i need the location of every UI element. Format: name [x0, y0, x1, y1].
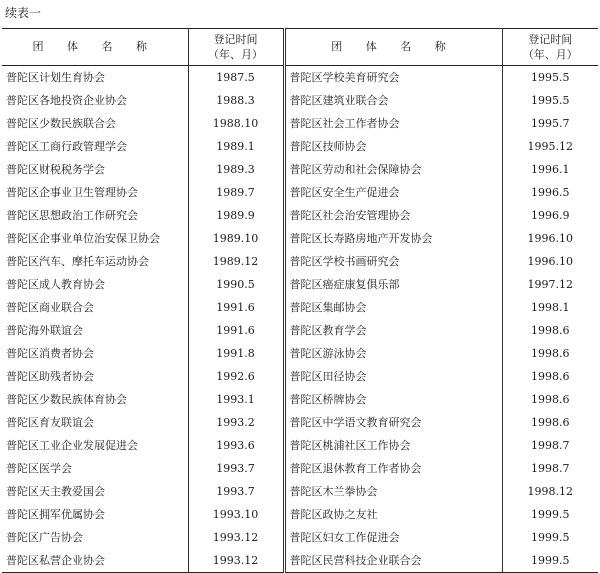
header-name-right: 团 体 名 称	[284, 29, 502, 66]
org-name-right: 普陀区桃浦社区工作协会	[284, 434, 502, 457]
org-name-left: 普陀区企事业单位治安保卫协会	[6, 231, 160, 245]
org-name-left: 普陀区拥军优属协会	[6, 507, 105, 521]
org-name-left: 普陀区广告协会	[6, 530, 83, 544]
registration-date-left: 1991.6	[188, 296, 284, 319]
org-name-left: 普陀区少数民族联合会	[6, 116, 116, 130]
header-name-left: 团 体 名 称	[2, 29, 188, 66]
registration-date-right: 1996.1	[502, 158, 598, 181]
table-row	[2, 135, 598, 158]
org-name-left: 普陀区育友联谊会	[6, 415, 94, 429]
registration-date-right: 1995.7	[502, 112, 598, 135]
org-name-left: 普陀区企事业卫生管理协会	[6, 185, 138, 199]
registration-date-left: 1990.5	[188, 273, 284, 296]
registration-date-left: 1987.5	[188, 66, 284, 90]
table-row	[2, 250, 598, 273]
table-row	[2, 388, 598, 411]
registration-date-right: 1998.7	[502, 457, 598, 480]
registration-date-right: 1998.6	[502, 411, 598, 434]
org-name-right: 普陀区田径协会	[284, 365, 502, 388]
header-row	[2, 29, 598, 66]
registration-date-left: 1988.3	[188, 89, 284, 112]
registration-date-left: 1988.10	[188, 112, 284, 135]
registration-date-right: 1996.10	[502, 227, 598, 250]
registration-date-right: 1999.5	[502, 526, 598, 549]
registration-date-right: 1997.12	[502, 273, 598, 296]
registration-date-left: 1989.9	[188, 204, 284, 227]
registration-date-left: 1989.3	[188, 158, 284, 181]
registration-date-left: 1989.7	[188, 181, 284, 204]
org-name-left: 普陀区商业联合会	[6, 300, 94, 314]
registration-date-left: 1993.1	[188, 388, 284, 411]
org-name-right: 普陀区游泳协会	[284, 342, 502, 365]
org-name-right: 普陀区学校书画研究会	[284, 250, 502, 273]
registration-date-left: 1992.6	[188, 365, 284, 388]
header-date-right: 登记时间 （年、月）	[502, 29, 598, 66]
org-name-right: 普陀区技师协会	[284, 135, 502, 158]
registration-date-right: 1995.5	[502, 66, 598, 90]
registration-date-left: 1993.7	[188, 480, 284, 503]
org-name-left: 普陀区私营企业协会	[2, 549, 188, 573]
org-name-left: 普陀区财税税务学会	[6, 162, 105, 176]
org-name-right: 普陀区长寿路房地产开发协会	[284, 227, 502, 250]
registration-date-left: 1991.8	[188, 342, 284, 365]
table-row	[2, 434, 598, 457]
table-row	[2, 457, 598, 480]
table-row	[2, 480, 598, 503]
org-name-right: 普陀区退休教育工作者协会	[284, 457, 502, 480]
registration-date-right: 1996.9	[502, 204, 598, 227]
table-caption: 续表一	[5, 6, 42, 20]
table-row	[2, 411, 598, 434]
table-row	[2, 158, 598, 181]
table-row	[2, 112, 598, 135]
org-name-left: 普陀区汽车、摩托车运动协会	[6, 254, 149, 268]
org-name-right: 普陀区桥牌协会	[284, 388, 502, 411]
registration-date-left: 1989.12	[188, 250, 284, 273]
registration-date-right: 1998.12	[502, 480, 598, 503]
table-row	[2, 342, 598, 365]
org-name-right: 普陀区政协之友社	[284, 503, 502, 526]
registration-date-right: 1998.6	[502, 342, 598, 365]
registration-table	[2, 28, 598, 573]
table-row	[2, 296, 598, 319]
table-row	[2, 319, 598, 342]
org-name-right: 普陀区建筑业联合会	[284, 89, 502, 112]
table-row	[2, 526, 598, 549]
table-row	[2, 204, 598, 227]
org-name-right: 普陀区学校美育研究会	[284, 66, 502, 90]
org-name-left: 普陀区少数民族体育协会	[6, 392, 127, 406]
org-name-left: 普陀区计划生育协会	[6, 70, 105, 84]
registration-date-right: 1999.5	[502, 549, 598, 573]
registration-date-right: 1998.6	[502, 365, 598, 388]
table-row	[2, 273, 598, 296]
registration-date-right: 1995.12	[502, 135, 598, 158]
registration-date-left: 1993.12	[188, 549, 284, 573]
table-row	[2, 181, 598, 204]
registration-date-right: 1996.10	[502, 250, 598, 273]
org-name-right: 普陀区中学语文教育研究会	[284, 411, 502, 434]
registration-date-right: 1998.1	[502, 296, 598, 319]
org-name-right: 普陀区集邮协会	[284, 296, 502, 319]
org-name-left: 普陀区思想政治工作研究会	[6, 208, 138, 222]
org-name-left: 普陀区各地投资企业协会	[6, 93, 127, 107]
table-row	[2, 227, 598, 250]
org-name-right: 普陀区癌症康复俱乐部	[284, 273, 502, 296]
org-name-left: 普陀区助残者协会	[6, 369, 94, 383]
org-name-left: 普陀区工业企业发展促进会	[6, 438, 138, 452]
org-name-right: 普陀区社会工作者协会	[284, 112, 502, 135]
registration-date-left: 1993.2	[188, 411, 284, 434]
org-name-right: 普陀区民营科技企业联合会	[284, 549, 502, 573]
org-name-left: 普陀海外联谊会	[6, 323, 83, 337]
registration-date-right: 1995.5	[502, 89, 598, 112]
org-name-right: 普陀区妇女工作促进会	[284, 526, 502, 549]
org-name-left: 普陀区工商行政管理学会	[6, 139, 127, 153]
header-date-left: 登记时间 （年、月）	[188, 29, 284, 66]
registration-date-right: 1998.6	[502, 319, 598, 342]
org-name-right: 普陀区社会治安管理协会	[284, 204, 502, 227]
org-name-left: 普陀区天主教爱国会	[6, 484, 105, 498]
registration-date-left: 1993.6	[188, 434, 284, 457]
org-name-left: 普陀区消费者协会	[6, 346, 94, 360]
org-name-right: 普陀区劳动和社会保障协会	[284, 158, 502, 181]
registration-date-left: 1989.1	[188, 135, 284, 158]
org-name-right: 普陀区教育学会	[284, 319, 502, 342]
table-row	[2, 503, 598, 526]
table-row	[2, 365, 598, 388]
table-row	[2, 89, 598, 112]
org-name-right: 普陀区木兰拳协会	[284, 480, 502, 503]
registration-date-right: 1999.5	[502, 503, 598, 526]
registration-date-left: 1993.10	[188, 503, 284, 526]
table-row	[2, 66, 598, 90]
org-name-left: 普陀区医学会	[6, 461, 72, 475]
registration-date-right: 1998.7	[502, 434, 598, 457]
registration-date-left: 1993.7	[188, 457, 284, 480]
registration-date-left: 1991.6	[188, 319, 284, 342]
registration-date-right: 1996.5	[502, 181, 598, 204]
registration-date-right: 1998.6	[502, 388, 598, 411]
table-row	[2, 549, 598, 573]
registration-date-left: 1993.12	[188, 526, 284, 549]
org-name-right: 普陀区安全生产促进会	[284, 181, 502, 204]
org-name-left: 普陀区成人教育协会	[6, 277, 105, 291]
registration-date-left: 1989.10	[188, 227, 284, 250]
